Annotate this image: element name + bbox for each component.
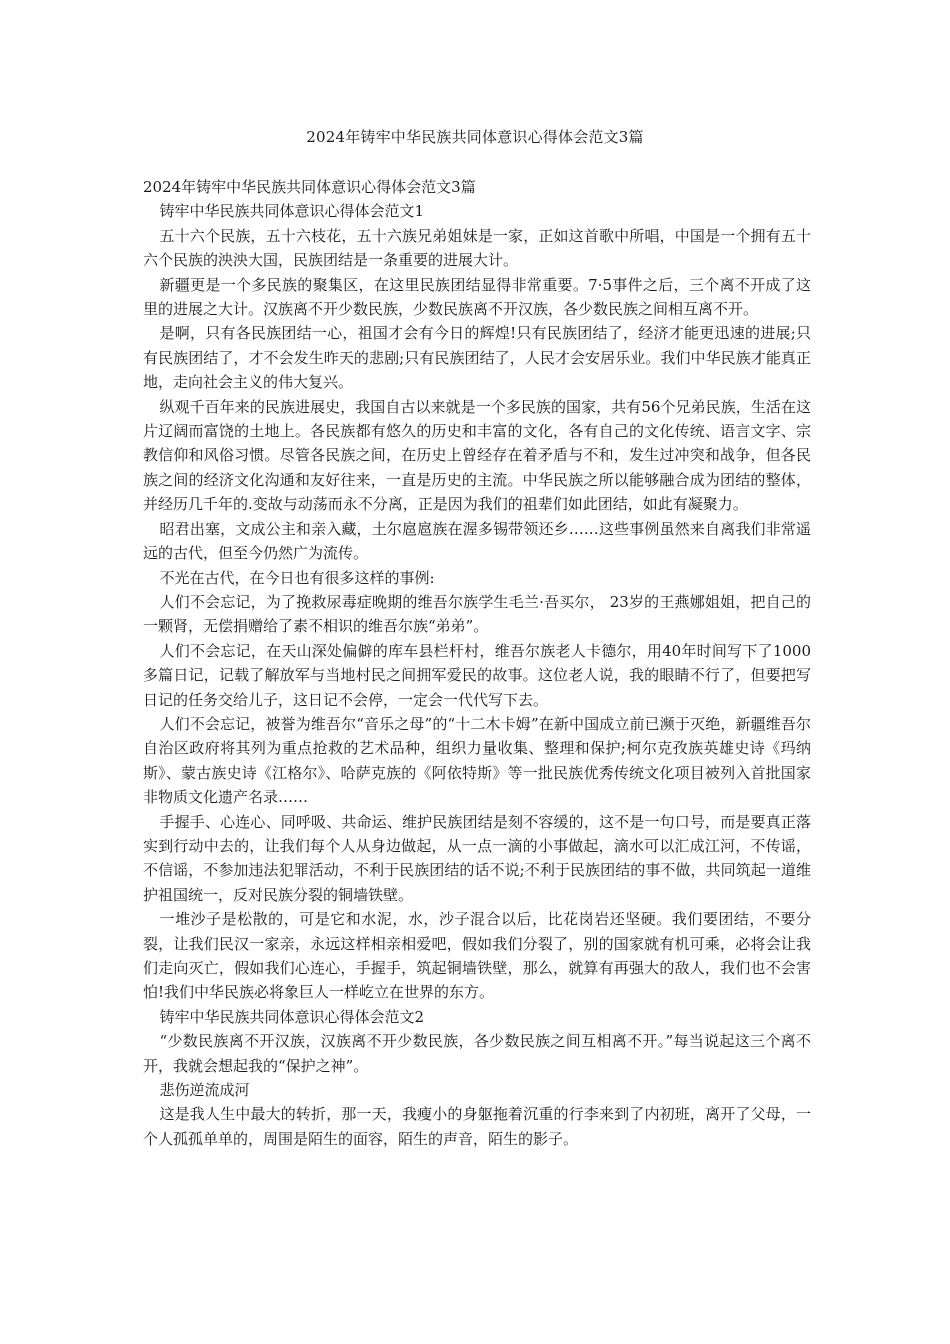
paragraph: 手握手、心连心、同呼吸、共命运、维护民族团结是刻不容缓的，这不是一句口号，而是要真正落实到行动中去的，让我们每个人从身边做起，从一点一滴的小事做起，滴水可以汇成江河，不传谣，不信谣，不参加违法犯罪活动，不利于民族团结的话不说;不利于民族团结的事不做，共同筑起一道维护祖国统一，反对民族分裂的铜墙铁壁。 [143, 812, 811, 904]
paragraph: 新疆更是一个多民族的聚集区，在这里民族团结显得非常重要。7·5事件之后，三个离不开成了这里的进展之大计。汉族离不开少数民族，少数民族离不开汉族，各少数民族之间相互离不开。 [143, 275, 811, 319]
document-title: 2024年铸牢中华民族共同体意识心得体会范文3篇 [306, 128, 644, 146]
paragraph: 纵观千百年来的民族进展史，我国自古以来就是一个多民族的国家，共有56个兄弟民族，生活在这片辽阔而富饶的土地上。各民族都有悠久的历史和丰富的文化，各有自己的文化传统、语言文字、宗教信仰和风俗习惯。尽管各民族之间，在历史上曾经存在着矛盾与不和，发生过冲突和战争，但各民族之间的经济文化沟通和友好往来，一直是历史的主流。中华民族之所以能够融合成为团结的整体，并经历几千年的.变故与动荡而永不分离，正是因为我们的祖辈们如此团结，如此有凝聚力。 [143, 397, 811, 514]
paragraph: 是啊，只有各民族团结一心，祖国才会有今日的辉煌!只有民族团结了，经济才能更迅速的进展;只有民族团结了，才不会发生昨天的悲剧;只有民族团结了，人民才会安居乐业。我们中华民族才能真正地，走向社会主义的伟大复兴。 [143, 324, 811, 392]
paragraph: 这是我人生中最大的转折，那一天，我瘦小的身躯拖着沉重的行李来到了内初班，离开了父母，一个人孤孤单单的，周围是陌生的面容，陌生的声音，陌生的影子。 [143, 1105, 811, 1148]
section-heading: 铸牢中华民族共同体意识心得体会范文1 [159, 202, 425, 221]
subheading: 悲伤逆流成河 [159, 1081, 250, 1100]
paragraph: “少数民族离不开汉族，汉族离不开少数民族，各少数民族之间互相离不开。”每当说起这三个离不开，我就会想起我的“保护之神”。 [143, 1032, 811, 1075]
paragraph: 五十六个民族，五十六枝花，五十六族兄弟姐妹是一家，正如这首歌中所唱，中国是一个拥有五十六个民族的泱泱大国，民族团结是一条重要的进展大计。 [143, 226, 811, 270]
paragraph: 人们不会忘记，被誉为维吾尔“音乐之母”的“十二木卡姆”在新中国成立前已濒于灭绝，新疆维吾尔自治区政府将其列为重点抢救的艺术品种，组织力量收集、整理和保护;柯尔克孜族英雄史诗《玛纳斯》、蒙古族史诗《江格尔》、哈萨克族的《阿依特斯》等一批民族优秀传统文化项目被列入首批国家非物质文化遗产名录…… [143, 714, 811, 807]
paragraph: 2024年铸牢中华民族共同体意识心得体会范文3篇 [143, 178, 476, 196]
paragraph: 昭君出塞，文成公主和亲入藏，土尔扈扈族在渥多锡带领还乡……这些事例虽然来自离我们非常遥远的古代，但至今仍然广为流传。 [143, 519, 811, 563]
paragraph: 不光在古代，在今日也有很多这样的事例: [159, 568, 435, 587]
document-body [143, 175, 811, 1151]
paragraph: 人们不会忘记，在天山深处偏僻的库车县栏杆村，维吾尔族老人卡德尔，用40年时间写下了1000多篇日记，记载了解放军与当地村民之间拥军爱民的故事。这位老人说，我的眼睛不行了，但要把写日记的任务交给儿子，这日记不会停，一定会一代代写下去。 [143, 641, 811, 709]
paragraph: 人们不会忘记，为了挽救尿毒症晚期的维吾尔族学生毛兰·吾买尔， 23岁的王燕娜姐姐，把自己的一颗肾，无偿捐赠给了素不相识的维吾尔族“弟弟”。 [143, 592, 811, 636]
section-heading: 铸牢中华民族共同体意识心得体会范文2 [159, 1007, 425, 1026]
paragraph: 一堆沙子是松散的，可是它和水泥，水，沙子混合以后，比花岗岩还坚硬。我们要团结，不要分裂，让我们民汉一家亲，永远这样相亲相爱吧，假如我们分裂了，别的国家就有机可乘，必将会让我们走向灭亡，假如我们心连心，手握手，筑起铜墙铁壁，那么，就算有再强大的敌人，我们也不会害怕!我们中华民族必将象巨人一样屹立在世界的东方。 [143, 910, 811, 1002]
